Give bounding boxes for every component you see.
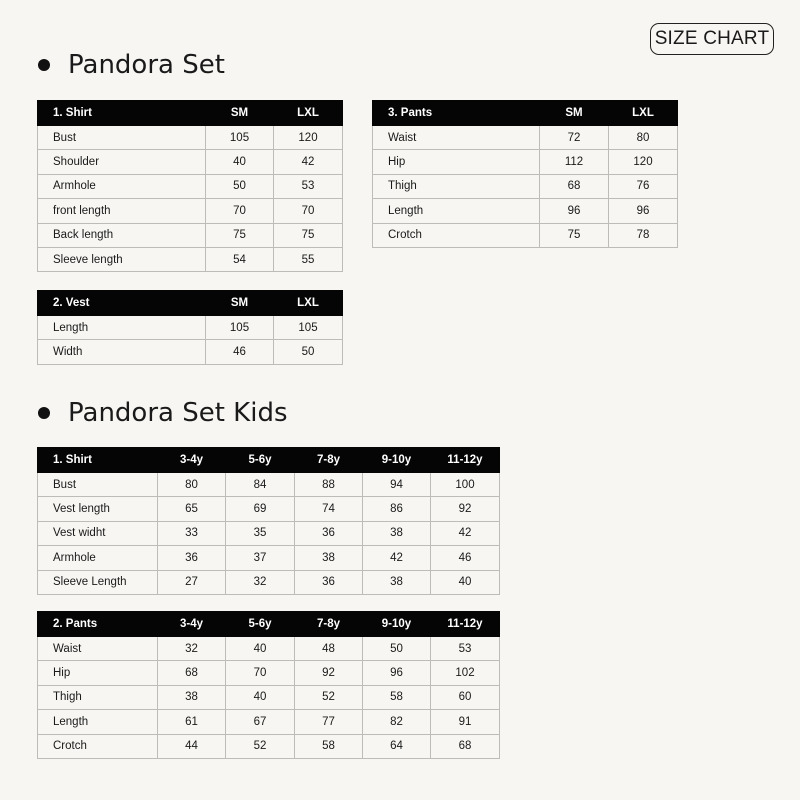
measurement-label: Armhole [38,546,158,570]
table-row [38,223,343,247]
measurement-label: Vest widht [38,521,158,545]
section-title-text: Pandora Set [68,50,225,80]
measurement-value: 65 [158,497,226,521]
measurement-value: 46 [431,546,500,570]
measurement-value: 68 [540,174,609,198]
table-row [38,247,343,271]
table-header-row [38,291,343,316]
table-row [38,199,343,223]
measurement-value: 50 [363,637,431,661]
measurement-value: 40 [431,570,500,594]
measurement-label: Length [38,710,158,734]
measurement-value: 44 [158,734,226,758]
measurement-value: 68 [431,734,500,758]
adult-pants-table [372,100,678,248]
measurement-value: 35 [226,521,295,545]
measurement-value: 46 [206,340,274,364]
size-chart-badge: SIZE CHART [650,23,774,55]
measurement-value: 40 [226,685,295,709]
measurement-value: 80 [158,473,226,497]
bullet-icon [38,59,50,71]
table-row [38,174,343,198]
table-row [38,734,500,758]
measurement-value: 37 [226,546,295,570]
table-row [38,710,500,734]
measurement-value: 54 [206,247,274,271]
measurement-value: 78 [609,223,678,247]
measurement-label: Waist [38,637,158,661]
measurement-value: 36 [295,521,363,545]
measurement-value: 48 [295,637,363,661]
section-title-adult [38,50,225,80]
adult-shirt-table [37,100,343,272]
column-header: 3-4y [158,448,226,473]
measurement-value: 55 [274,247,343,271]
measurement-value: 36 [158,546,226,570]
measurement-value: 94 [363,473,431,497]
measurement-value: 72 [540,126,609,150]
measurement-value: 102 [431,661,500,685]
measurement-value: 42 [274,150,343,174]
measurement-value: 100 [431,473,500,497]
measurement-value: 75 [206,223,274,247]
adult-vest-table [37,290,343,365]
table-row [373,150,678,174]
measurement-label: Hip [373,150,540,174]
table-row [38,570,500,594]
table-row [38,126,343,150]
column-header: 9-10y [363,612,431,637]
measurement-value: 96 [540,199,609,223]
measurement-value: 38 [158,685,226,709]
measurement-value: 84 [226,473,295,497]
table-title: 2. Vest [38,291,206,316]
table-title: 3. Pants [373,101,540,126]
measurement-value: 69 [226,497,295,521]
measurement-label: Crotch [38,734,158,758]
measurement-value: 33 [158,521,226,545]
bullet-icon [38,407,50,419]
measurement-value: 60 [431,685,500,709]
measurement-label: Length [38,316,206,340]
measurement-label: Armhole [38,174,206,198]
measurement-label: Waist [373,126,540,150]
measurement-value: 58 [295,734,363,758]
measurement-value: 53 [431,637,500,661]
table-title: 1. Shirt [38,101,206,126]
measurement-value: 76 [609,174,678,198]
table-row [38,497,500,521]
kids-pants-table [37,611,500,759]
measurement-value: 105 [274,316,343,340]
table-row [38,521,500,545]
measurement-label: Sleeve length [38,247,206,271]
measurement-value: 61 [158,710,226,734]
measurement-value: 67 [226,710,295,734]
measurement-value: 53 [274,174,343,198]
measurement-value: 96 [609,199,678,223]
measurement-label: Hip [38,661,158,685]
measurement-value: 70 [226,661,295,685]
measurement-value: 92 [431,497,500,521]
measurement-value: 86 [363,497,431,521]
measurement-value: 70 [206,199,274,223]
column-header: LXL [274,291,343,316]
measurement-value: 80 [609,126,678,150]
measurement-label: Thigh [38,685,158,709]
measurement-value: 105 [206,316,274,340]
section-title-kids [38,398,288,428]
measurement-label: Bust [38,126,206,150]
measurement-value: 70 [274,199,343,223]
measurement-label: Sleeve Length [38,570,158,594]
column-header: 7-8y [295,612,363,637]
measurement-label: Crotch [373,223,540,247]
table-row [373,199,678,223]
measurement-label: Back length [38,223,206,247]
table-row [38,546,500,570]
measurement-value: 38 [363,521,431,545]
table-row [38,316,343,340]
table-header-row [38,101,343,126]
measurement-value: 82 [363,710,431,734]
measurement-value: 120 [609,150,678,174]
measurement-value: 50 [274,340,343,364]
column-header: SM [206,101,274,126]
column-header: 5-6y [226,448,295,473]
measurement-label: Shoulder [38,150,206,174]
kids-shirt-table [37,447,500,595]
measurement-value: 58 [363,685,431,709]
measurement-label: Length [373,199,540,223]
table-row [373,174,678,198]
table-row [373,223,678,247]
measurement-value: 68 [158,661,226,685]
table-row [373,126,678,150]
measurement-value: 42 [363,546,431,570]
measurement-value: 96 [363,661,431,685]
measurement-value: 120 [274,126,343,150]
measurement-value: 64 [363,734,431,758]
measurement-value: 75 [540,223,609,247]
table-row [38,340,343,364]
measurement-label: Bust [38,473,158,497]
column-header: 3-4y [158,612,226,637]
measurement-value: 75 [274,223,343,247]
measurement-label: Width [38,340,206,364]
table-row [38,685,500,709]
table-header-row [38,448,500,473]
measurement-value: 38 [363,570,431,594]
column-header: 7-8y [295,448,363,473]
measurement-value: 52 [226,734,295,758]
measurement-value: 91 [431,710,500,734]
table-title: 1. Shirt [38,448,158,473]
table-row [38,473,500,497]
column-header: 5-6y [226,612,295,637]
measurement-value: 32 [158,637,226,661]
measurement-value: 74 [295,497,363,521]
column-header: SM [540,101,609,126]
measurement-value: 40 [206,150,274,174]
table-title: 2. Pants [38,612,158,637]
measurement-value: 36 [295,570,363,594]
column-header: 11-12y [431,612,500,637]
measurement-value: 40 [226,637,295,661]
measurement-value: 77 [295,710,363,734]
measurement-value: 50 [206,174,274,198]
measurement-value: 42 [431,521,500,545]
measurement-label: Thigh [373,174,540,198]
column-header: 11-12y [431,448,500,473]
table-row [38,637,500,661]
section-title-text: Pandora Set Kids [68,398,288,428]
measurement-value: 27 [158,570,226,594]
table-row [38,661,500,685]
measurement-value: 92 [295,661,363,685]
column-header: 9-10y [363,448,431,473]
measurement-value: 38 [295,546,363,570]
column-header: LXL [609,101,678,126]
table-header-row [38,612,500,637]
measurement-value: 32 [226,570,295,594]
column-header: LXL [274,101,343,126]
measurement-label: front length [38,199,206,223]
measurement-label: Vest length [38,497,158,521]
measurement-value: 112 [540,150,609,174]
table-row [38,150,343,174]
measurement-value: 105 [206,126,274,150]
column-header: SM [206,291,274,316]
measurement-value: 88 [295,473,363,497]
table-header-row [373,101,678,126]
measurement-value: 52 [295,685,363,709]
